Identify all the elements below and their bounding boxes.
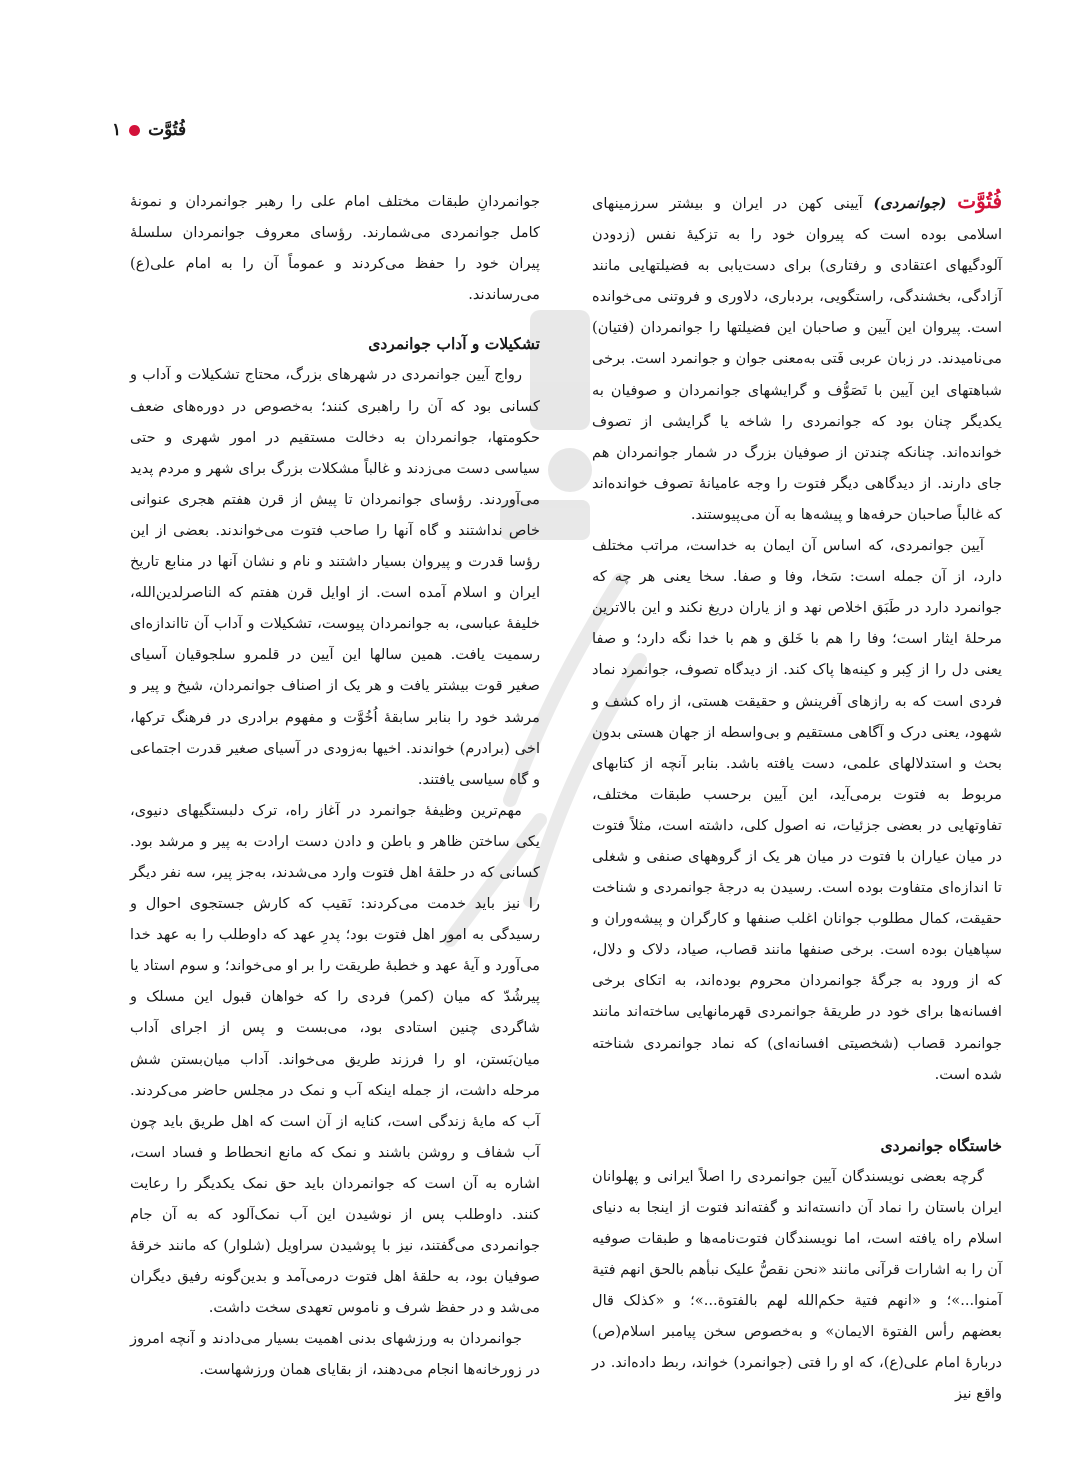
left-column [130, 186, 540, 1386]
bullet-dot-icon [129, 125, 140, 136]
section-heading: خاستگاه جوانمردی [880, 1135, 1002, 1155]
continuation-paragraph: جوانمردانِ طبقات مختلف امام علی را رهبر جوانمردان و نمونۀ کامل جوانمردی می‌شمارند. رؤسای معروف جوانمردان سلسلۀ پیران خود را حفظ می‌کردند و عموماً آن را به امام علی(ع) می‌رساندند. [130, 193, 540, 304]
section-heading: تشکیلات و آداب جوانمردی [368, 334, 540, 354]
entry-lemma: فُتُوَّت [957, 189, 1003, 213]
section-paragraph: گرچه بعضی نویسندگان آیین جوانمردی را اصلاً ایرانی و پهلوانان ایران باستان را نماد آن دانسته‌اند و گفته‌اند فتوت از اینجا به دنیای اسلام راه یافته است، اما نویسندگان فتوت‌نامه‌ها و طبقات صوفیه آن را به اشارات قرآنی مانند «نحن نقصُّ علیک نبأهم بالحق انهم فتیة آمنوا...»؛ و «انهم فتیة حکم‌الله لهم بالفتوة...»؛ و «کذلک قال بعضهم رأس الفتوة الایمان» و به‌خصوص سخن پیامبر اسلام(ص) دربارۀ امام علی(ع)، که او را فتی (جوانمرد) خواند، ربط داده‌اند. در واقع نیز [592, 1167, 1002, 1403]
entry-lemma-gloss: (جوانمردی) [873, 195, 947, 212]
right-column [592, 186, 1002, 1410]
running-title: فُتُوَّت [148, 120, 187, 140]
page-number: ۱ [112, 120, 122, 140]
entry-paragraph: آیین جوانمردی، که اساس آن ایمان به خداست، مراتب مختلف دارد، از آن جمله است: سَخا، وفا و صفا. سخا یعنی هر چه که جوانمرد دارد در طَبَق اخلاص نهد و از یاران دریغ نکند و این بالاترین مرحلۀ ایثار است؛ وفا را هم با خَلق و هم با خدا نگه دارد؛ و صفا یعنی دل را از کِبر و کینه‌ها پاک کند. از دیدگاه تصوف، جوانمرد نماد فردی است که به رازهای آفرینش و حقیقت هستی، از راه کشف و شهود، یعنی درک و آگاهی مستقیم و بی‌واسطه از جهان هستی بدون بحث و استدلالهای علمی، دست یافته باشد. بنابر آنچه از کتابهای مربوط به فتوت برمی‌آید، این آیین برحسب طبقات مختلف، تفاوتهایی در بعضی جزئیات، نه اصول کلی، داشته است، مثلاً فتوت در میان عیاران با فتوت در میان هر یک از گروههای صنفی و شغلی تا اندازه‌ای متفاوت بوده است. رسیدن به درجۀ جوانمردی و شناخت حقیقت، کمال مطلوب جوانان اغلب صنفها و کارگران و پیشه‌وران و سپاهیان بوده است. برخی صنفها مانند قصاب، صیاد، دلاک و دلال، که از ورود به جرگۀ جوانمردان محروم بوده‌اند، به اتکای برخی افسانه‌ها برای خود در طریقۀ جوانمردی قهرمانهایی ساخته‌اند مانند جوانمرد قصاب (شخصیتی افسانه‌ای) که نماد جوانمردی شناخته شده است. [592, 537, 1002, 1083]
entry-opening-paragraph [592, 186, 1002, 530]
section-paragraph: رواج آیین جوانمردی در شهرهای بزرگ، محتاج تشکیلات و آداب و کسانی بود که آن را راهبری کنند؛ به‌خصوص در دوره‌های ضعف حکومتها، جوانمردان به دخالت مستقیم در امور شهری و حتی سیاسی دست می‌زدند و غالباً مشکلات بزرگ برای شهر و مردم پدید می‌آوردند. رؤسای جوانمردان تا پیش از قرن هفتم هجری عنوانی خاص نداشتند و گاه آنها را صاحب فتوت می‌خواندند. بعضی از این رؤسا قدرت و پیروان بسیار داشتند و نام و نشان آنها در منابع تاریخ ایران و اسلام آمده است. از اوایل قرن هفتم که الناصرلدین‌الله، خلیفۀ عباسی، به جوانمردان پیوست، تشکیلات و آداب آن تااندازه‌ای رسمیت یافت. همین سالها این آیین در قلمرو سلجوقیان آسیای صغیر قوت بیشتر یافت و هر یک از اصناف جوانمردان، شیخ و پیر و مرشد خود را بنابر سابقۀ اُخُوَّت و مفهوم برادری در فرهنگ ترکها، اخی (برادرم) خواندند. اخیها به‌زودی در آسیای صغیر قدرت اجتماعی و گاه سیاسی یافتند. [130, 366, 541, 788]
entry-paragraph-text: آیینی کهن در ایران و بیشتر سرزمینهای اسلامی بوده است که پیروان خود را به تزکیۀ نفس (زدودن آلودگیهای اعتقادی و رفتاری) برای دست‌یابی به فضیلتهایی مانند آزادگی، بخشندگی، راستگویی، بردباری، دلاوری و فروتنی می‌خوانده است. پیروان این آیین و صاحبان این فضیلتها را جوانمردان (فتیان) می‌نامیدند. در زبان عربی فَتی به‌معنی جوان و جوانمرد است. برخی شباهتهای این آیین با تَصَوُّف و گرایشهای جوانمردان و صوفیان به یکدیگر چنان بود که جوانمردی را شاخه یا گرایشی از تصوف خوانده‌اند. چنانکه چندتن از صوفیان بزرگ در شمار جوانمردان هم جای دارند. از دیدگاهی دیگر فتوت را وجه عامیانۀ تصوف خوانده‌اند که غالباً صاحبان حرفه‌ها و پیشه‌ها به آن می‌پیوستند. [592, 195, 1002, 523]
section-paragraph: مهم‌ترین وظیفۀ جوانمرد در آغاز راه، ترک دلبستگیهای دنیوی، یکی ساختن ظاهر و باطن و دادن دست ارادت به پیر و مرشد بود. کسانی که در حلقۀ اهل فتوت وارد می‌شدند، به‌جز پیر، سه نفر دیگر را نیز باید خدمت می‌کردند: نَقیب که کارش جستجوی احوال و رسیدگی به امور اهل فتوت بود؛ پدرِ عهد که داوطلب را به عهد خدا می‌آورد و آیۀ عهد و خطبۀ طریقت را بر او می‌خواند؛ و سوم استاد یا پیرشُدّ که میان (کمر) فردی را که خواهان قبول این مسلک و شاگردی چنین استادی بود، می‌بست و پس از اجرای آداب میان‌بَستن، او را فرزند طریق می‌خواند. آداب میان‌بستن شش مرحله داشت، از جمله اینکه آب و نمک در مجلس حاضر می‌کردند. آب که مایۀ زندگی است، کنایه از آن است که اهل طریق باید چون آب شفاف و روشن باشند و نمک که مانع انحطاط و فساد است، اشاره به آن است که جوانمردان باید حق نمک یکدیگر را رعایت کنند. داوطلب پس از نوشیدن این آب نمک‌آلود که به آن جام جوانمردی می‌گفتند، نیز با پوشیدن سراویل (شلوار) که مانند خرقۀ صوفیان بود، به حلقۀ اهل فتوت درمی‌آمد و بدین‌گونه رفیق دیگران می‌شد و در حفظ شرف و ناموس تعهدی سخت داشت. [130, 801, 540, 1317]
section-paragraph: جوانمردان به ورزشهای بدنی اهمیت بسیار می‌دادند و آنچه امروز در زورخانه‌ها انجام می‌دهند، از بقایای همان ورزشهاست. [130, 1330, 540, 1379]
running-head [112, 120, 186, 140]
